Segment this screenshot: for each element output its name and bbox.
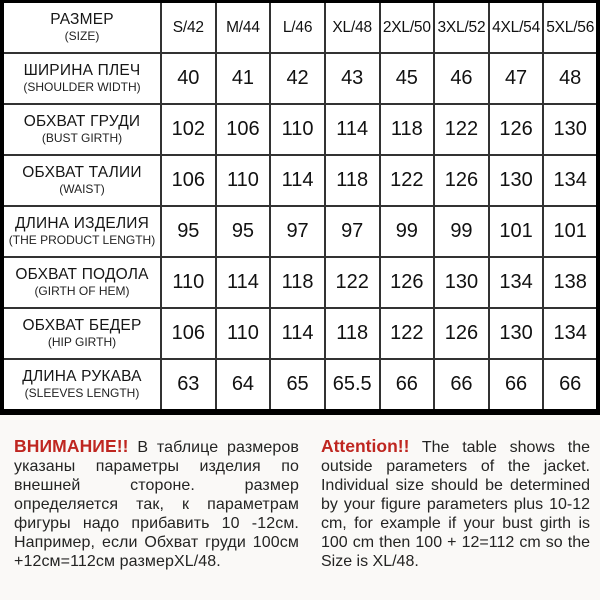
value-cell: 134 <box>489 257 544 308</box>
row-label-en: (HIP GIRTH) <box>47 335 117 350</box>
value-cell: 106 <box>161 155 216 206</box>
value-cell: 66 <box>543 359 598 412</box>
value-cell: 118 <box>270 257 325 308</box>
notes-section <box>0 415 600 571</box>
note-russian <box>14 437 299 571</box>
value-cell: 106 <box>161 308 216 359</box>
table-row-bust-girth <box>2 104 598 155</box>
value-cell: 126 <box>434 308 489 359</box>
value-cell: 114 <box>325 104 380 155</box>
value-cell: 110 <box>270 104 325 155</box>
value-cell: 114 <box>270 308 325 359</box>
row-label-en: (BUST GIRTH) <box>41 131 123 146</box>
row-label-ru: ДЛИНА ИЗДЕЛИЯ <box>14 215 150 233</box>
value-cell: 126 <box>434 155 489 206</box>
value-cell: 46 <box>434 53 489 104</box>
attention-label-ru: ВНИМАНИЕ!! <box>14 436 129 456</box>
value-cell: 47 <box>489 53 544 104</box>
row-header <box>2 359 161 412</box>
value-cell: 122 <box>434 104 489 155</box>
table-row-hem-girth <box>2 257 598 308</box>
row-header <box>2 308 161 359</box>
value-cell: 134 <box>543 308 598 359</box>
value-cell: 65 <box>270 359 325 412</box>
size-column-header: M/44 <box>216 2 271 54</box>
value-cell: 41 <box>216 53 271 104</box>
table-row-sleeves-length <box>2 359 598 412</box>
value-cell: 102 <box>161 104 216 155</box>
value-cell: 101 <box>489 206 544 257</box>
row-header <box>2 155 161 206</box>
note-english <box>321 437 590 571</box>
value-cell: 118 <box>325 308 380 359</box>
value-cell: 64 <box>216 359 271 412</box>
row-label-en: (GIRTH OF HEM) <box>34 284 130 299</box>
note-body-ru: В таблице размеров указаны параметры изделия по внешней стороне. размер определяется так, к параметрам фигуры надо прибавить 10 -12см. Например, если Обхват груди 100см +12см=112см размерXL/48. <box>14 439 299 570</box>
size-column-header: S/42 <box>161 2 216 54</box>
value-cell: 66 <box>489 359 544 412</box>
row-header-size <box>2 2 161 54</box>
value-cell: 110 <box>161 257 216 308</box>
row-label-ru: ОБХВАТ ТАЛИИ <box>22 164 142 182</box>
value-cell: 122 <box>380 308 435 359</box>
row-label-ru: ШИРИНА ПЛЕЧ <box>23 62 141 80</box>
value-cell: 97 <box>270 206 325 257</box>
row-label-en: (SHOULDER WIDTH) <box>23 80 141 95</box>
row-header <box>2 206 161 257</box>
value-cell: 65.5 <box>325 359 380 412</box>
value-cell: 95 <box>161 206 216 257</box>
row-label-ru: ОБХВАТ ПОДОЛА <box>15 266 149 284</box>
value-cell: 95 <box>216 206 271 257</box>
value-cell: 122 <box>380 155 435 206</box>
row-header <box>2 104 161 155</box>
table-row-product-length <box>2 206 598 257</box>
value-cell: 45 <box>380 53 435 104</box>
value-cell: 101 <box>543 206 598 257</box>
value-cell: 118 <box>325 155 380 206</box>
value-cell: 126 <box>489 104 544 155</box>
table-row-shoulder-width <box>2 53 598 104</box>
size-column-header: 3XL/52 <box>434 2 489 54</box>
value-cell: 110 <box>216 155 271 206</box>
value-cell: 126 <box>380 257 435 308</box>
value-cell: 130 <box>489 155 544 206</box>
value-cell: 114 <box>216 257 271 308</box>
note-body-en: The table shows the outside parameters of the jacket. Individual size should be determined by your figure parameters plus 10-12 cm, for example if your bust girth is 100 cm then 100 + 12=112 cm so the Size is XL/48. <box>320 439 590 570</box>
size-column-header: L/46 <box>270 2 325 54</box>
value-cell: 130 <box>543 104 598 155</box>
table-row-hip-girth <box>2 308 598 359</box>
size-column-header: 2XL/50 <box>380 2 435 54</box>
value-cell: 99 <box>434 206 489 257</box>
row-label-en: (SLEEVES LENGTH) <box>24 386 140 401</box>
value-cell: 40 <box>161 53 216 104</box>
row-header <box>2 53 161 104</box>
value-cell: 130 <box>489 308 544 359</box>
size-column-header: 4XL/54 <box>489 2 544 54</box>
row-label-ru: РАЗМЕР <box>50 11 114 29</box>
row-header <box>2 257 161 308</box>
row-label-en: (THE PRODUCT LENGTH) <box>8 233 156 248</box>
value-cell: 130 <box>434 257 489 308</box>
row-label-ru: ОБХВАТ ГРУДИ <box>23 113 141 131</box>
value-cell: 42 <box>270 53 325 104</box>
row-label-en: (SIZE) <box>64 29 100 44</box>
value-cell: 66 <box>380 359 435 412</box>
value-cell: 43 <box>325 53 380 104</box>
row-label-ru: ДЛИНА РУКАВА <box>22 368 142 386</box>
value-cell: 48 <box>543 53 598 104</box>
value-cell: 122 <box>325 257 380 308</box>
value-cell: 138 <box>543 257 598 308</box>
table-row-waist <box>2 155 598 206</box>
attention-label-en: Attention!! <box>320 436 410 456</box>
value-cell: 114 <box>270 155 325 206</box>
table-header-row <box>2 2 598 54</box>
size-column-header: XL/48 <box>325 2 380 54</box>
value-cell: 63 <box>161 359 216 412</box>
row-label-ru: ОБХВАТ БЕДЕР <box>22 317 142 335</box>
value-cell: 118 <box>380 104 435 155</box>
size-column-header: 5XL/56 <box>543 2 598 54</box>
value-cell: 110 <box>216 308 271 359</box>
value-cell: 66 <box>434 359 489 412</box>
row-label-en: (WAIST) <box>59 182 105 197</box>
value-cell: 106 <box>216 104 271 155</box>
value-cell: 134 <box>543 155 598 206</box>
value-cell: 97 <box>325 206 380 257</box>
value-cell: 99 <box>380 206 435 257</box>
